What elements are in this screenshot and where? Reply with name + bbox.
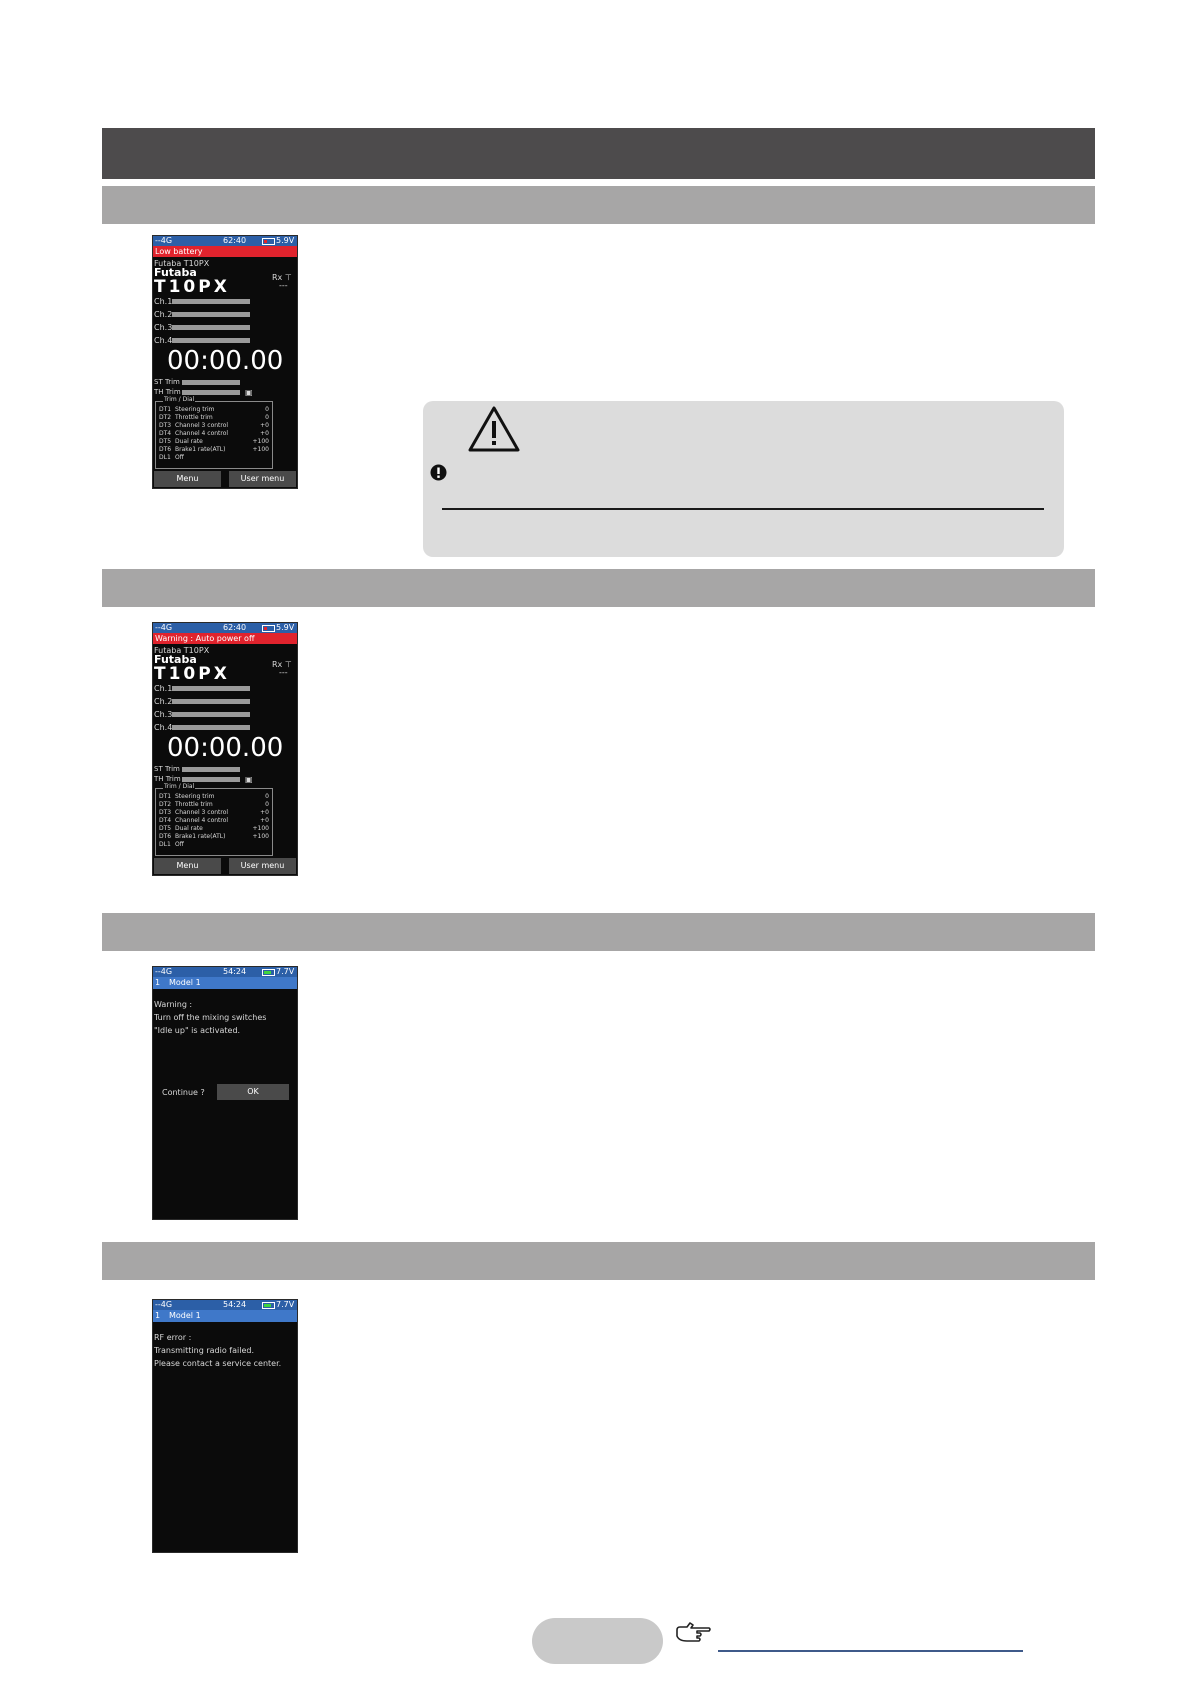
model-name-bar [153, 1310, 297, 1322]
antenna-icon: ⊤ [284, 273, 292, 282]
channel-label: Ch.4 [154, 723, 173, 732]
warning-triangle-icon [467, 405, 521, 453]
channel-bar [172, 325, 250, 330]
status-voltage: 5.9V [276, 623, 295, 632]
status-time: 62:40 [223, 623, 247, 632]
section-header-rf-error [102, 1242, 1095, 1280]
channel-bar [172, 725, 250, 730]
section-header-low-battery [102, 186, 1095, 224]
channel-label: Ch.3 [154, 323, 173, 332]
rx-value: --- [279, 668, 288, 677]
brand-line: Futaba T10PX [154, 259, 210, 268]
signal-label: ‑-4G [155, 623, 173, 632]
channel-bar [172, 712, 250, 717]
timer-display: 00:00.00 [167, 733, 284, 763]
timer-display: 00:00.00 [167, 346, 284, 376]
lock-icon: ▣ [245, 775, 253, 784]
channel-label: Ch.3 [154, 710, 173, 719]
page-number-pill [532, 1618, 663, 1664]
model-logo: T10PX [154, 277, 230, 297]
trim-bar [182, 390, 240, 395]
message-line: "Idle up" is activated. [154, 1026, 241, 1035]
status-time: 54:24 [223, 967, 247, 976]
battery-icon [262, 1302, 275, 1309]
channel-bar [172, 299, 250, 304]
model-name: Model 1 [169, 1311, 201, 1320]
antenna-icon: ⊤ [284, 660, 292, 669]
channel-label: Ch.2 [154, 697, 173, 706]
trim-label: ST Trim [154, 765, 180, 773]
trim-dial-title: Trim / Dial [164, 396, 195, 403]
model-number: 1 [155, 1311, 161, 1320]
menu-button[interactable]: Menu [154, 858, 221, 874]
channel-bar [172, 686, 250, 691]
rx-value: --- [279, 281, 288, 290]
screen-mixing-warning [152, 966, 298, 1220]
exclamation-circle-icon [430, 464, 447, 481]
battery-icon [262, 625, 275, 632]
section-header-auto-power-off [102, 569, 1095, 607]
status-time: 62:40 [223, 236, 247, 245]
message-line: Turn off the mixing switches [154, 1013, 267, 1022]
trim-bar [182, 777, 240, 782]
lock-icon: ▣ [245, 388, 253, 397]
status-time: 54:24 [223, 1300, 247, 1309]
message-line: Warning : [154, 1000, 193, 1009]
message-line: Transmitting radio failed. [154, 1346, 254, 1355]
callout-divider [442, 508, 1044, 510]
screen-low-battery [152, 235, 298, 489]
trim-label: TH Trim [154, 775, 181, 783]
brand-logo: Futaba [154, 266, 197, 279]
battery-icon [262, 969, 275, 976]
channel-bar [172, 699, 250, 704]
trim-bar [182, 380, 240, 385]
trim-label: ST Trim [154, 378, 180, 386]
user-menu-button[interactable]: User menu [229, 858, 296, 874]
channel-bar [172, 312, 250, 317]
signal-label: ‑-4G [155, 967, 173, 976]
screen-rf-error [152, 1299, 298, 1553]
status-voltage: 5.9V [276, 236, 295, 245]
section-header-mixing-warning [102, 913, 1095, 951]
model-number: 1 [155, 978, 161, 987]
battery-icon [262, 238, 275, 245]
model-logo: T10PX [154, 664, 230, 684]
continue-prompt: Continue ? [162, 1088, 205, 1097]
trim-dial-panel: Trim / Dial DT1 Steering trim 0 DT2 Throttle trim 0 DT3 Channel 3 control +0 DT4 Channel 4 control +0 DT5 Dual rate +100 DT6 Brake1 rate(ATL) +100 DL1 Off [155, 788, 273, 856]
message-line: RF error : [154, 1333, 192, 1342]
reference-link-underline[interactable] [718, 1650, 1023, 1652]
pointing-hand-icon [675, 1620, 713, 1646]
status-bar [153, 236, 297, 246]
channel-label: Ch.4 [154, 336, 173, 345]
channel-label: Ch.1 [154, 684, 173, 693]
trim-dial-title: Trim / Dial [164, 783, 195, 790]
status-voltage: 7.7V [276, 1300, 295, 1309]
channel-label: Ch.2 [154, 310, 173, 319]
alert-banner: Warning : Auto power off [153, 633, 297, 644]
warning-callout [423, 401, 1064, 557]
status-bar [153, 967, 297, 977]
model-name-bar [153, 977, 297, 989]
rx-indicator: Rx ⊤ [272, 660, 292, 669]
ok-button[interactable]: OK [217, 1084, 289, 1100]
signal-label: ‑-4G [155, 1300, 173, 1309]
page-title-bar [102, 128, 1095, 179]
menu-button[interactable]: Menu [154, 471, 221, 487]
screen-auto-power-off [152, 622, 298, 876]
model-name: Model 1 [169, 978, 201, 987]
rx-indicator: Rx ⊤ [272, 273, 292, 282]
brand-logo: Futaba [154, 653, 197, 666]
alert-banner: Low battery [153, 246, 297, 257]
user-menu-button[interactable]: User menu [229, 471, 296, 487]
status-bar [153, 623, 297, 633]
trim-dial-panel: Trim / Dial DT1 Steering trim 0 DT2 Throttle trim 0 DT3 Channel 3 control +0 DT4 Channel 4 control +0 DT5 Dual rate +100 DT6 Brake1 rate(ATL) +100 DL1 Off [155, 401, 273, 469]
status-voltage: 7.7V [276, 967, 295, 976]
trim-label: TH Trim [154, 388, 181, 396]
status-bar [153, 1300, 297, 1310]
brand-line: Futaba T10PX [154, 646, 210, 655]
trim-bar [182, 767, 240, 772]
channel-bar [172, 338, 250, 343]
signal-label: ‑-4G [155, 236, 173, 245]
message-line: Please contact a service center. [154, 1359, 282, 1368]
channel-label: Ch.1 [154, 297, 173, 306]
